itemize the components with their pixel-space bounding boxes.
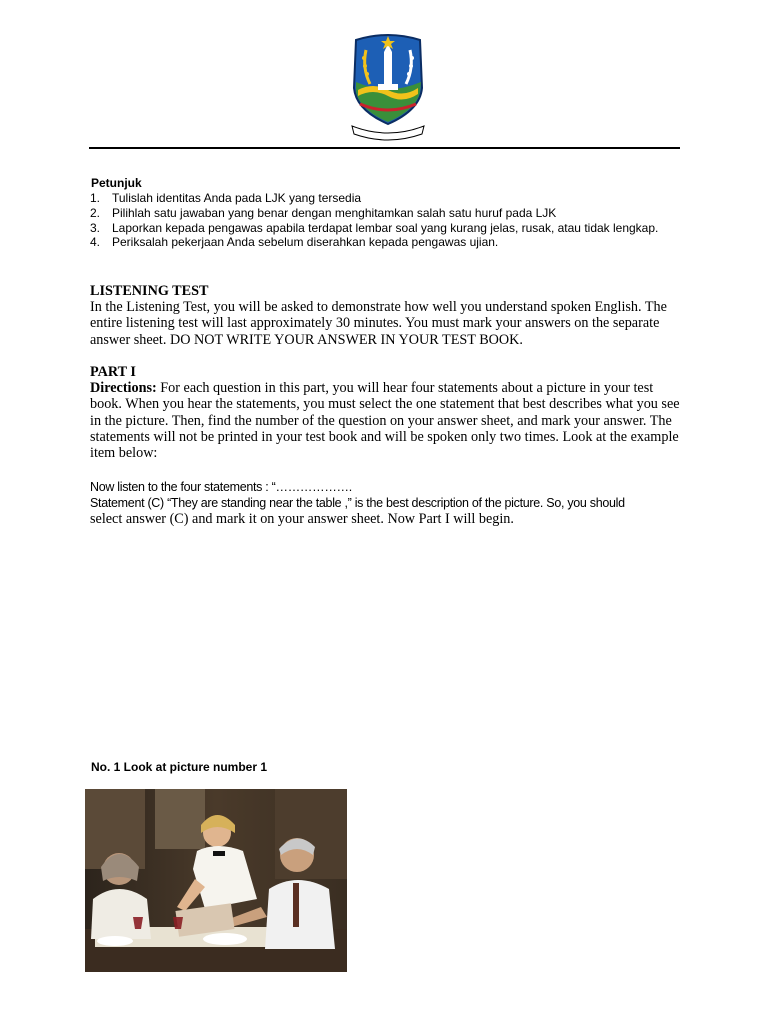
listening-body: In the Listening Test, you will be asked to demonstrate how well you understand spoken English. The entire listening test will last approximately 30 minutes. You must mark your answers on the separate answer sheet. DO NOT WRITE YOUR ANSWER IN YOUR TEST BOOK. xyxy=(90,299,667,348)
directions-text: For each question in this part, you will hear four statements about a picture in your test book. When you hear the statements, you must select the one statement that best describes what you see in the picture. Then, find the number of the question on your answer sheet, and mark your answer. The statements will not be printed in your test book and will be spoken only two times. Look at the example item below: xyxy=(90,380,680,462)
example-line-2b: select answer (C) and mark it on your answer sheet. Now Part I will begin. xyxy=(90,511,514,528)
part1-heading: PART I xyxy=(90,364,136,380)
listening-heading: LISTENING TEST xyxy=(90,283,209,299)
instruction-text: Pilihlah satu jawaban yang benar dengan menghitamkan salah satu huruf pada LJK xyxy=(112,205,557,220)
instruction-item xyxy=(90,191,658,206)
instruction-number: 2. xyxy=(90,205,101,220)
instruction-number: 4. xyxy=(90,235,101,250)
instruction-item xyxy=(90,206,658,221)
instruction-text: Periksalah pekerjaan Anda sebelum diserahkan kepada pengawas ujian. xyxy=(112,235,499,250)
header-divider xyxy=(89,147,680,149)
instruction-number: 1. xyxy=(90,191,101,205)
instructions-title: Petunjuk xyxy=(91,176,142,190)
instructions-list xyxy=(90,191,658,250)
example-line-1: Now listen to the four statements : “………………. xyxy=(90,480,352,494)
instruction-item xyxy=(90,235,658,250)
example-section xyxy=(90,479,680,528)
instruction-number: 3. xyxy=(90,220,101,235)
instruction-text: Laporkan kepada pengawas apabila terdapat lembar soal yang kurang jelas, rusak, atau tidak lengkap. xyxy=(112,220,659,235)
instruction-item xyxy=(90,221,658,236)
question-1-picture xyxy=(85,789,347,972)
listening-section xyxy=(90,283,680,348)
question-1-label: No. 1 Look at picture number 1 xyxy=(91,760,268,774)
province-emblem-logo xyxy=(348,30,428,142)
example-line-2a: Statement (C) “They are standing near the table ,” is the best description of the picture. So, you should xyxy=(90,496,625,511)
instruction-text: Tulislah identitas Anda pada LJK yang tersedia xyxy=(112,191,362,205)
directions-label: Directions: xyxy=(90,380,157,397)
part1-section xyxy=(90,364,680,461)
part1-directions xyxy=(90,380,680,461)
